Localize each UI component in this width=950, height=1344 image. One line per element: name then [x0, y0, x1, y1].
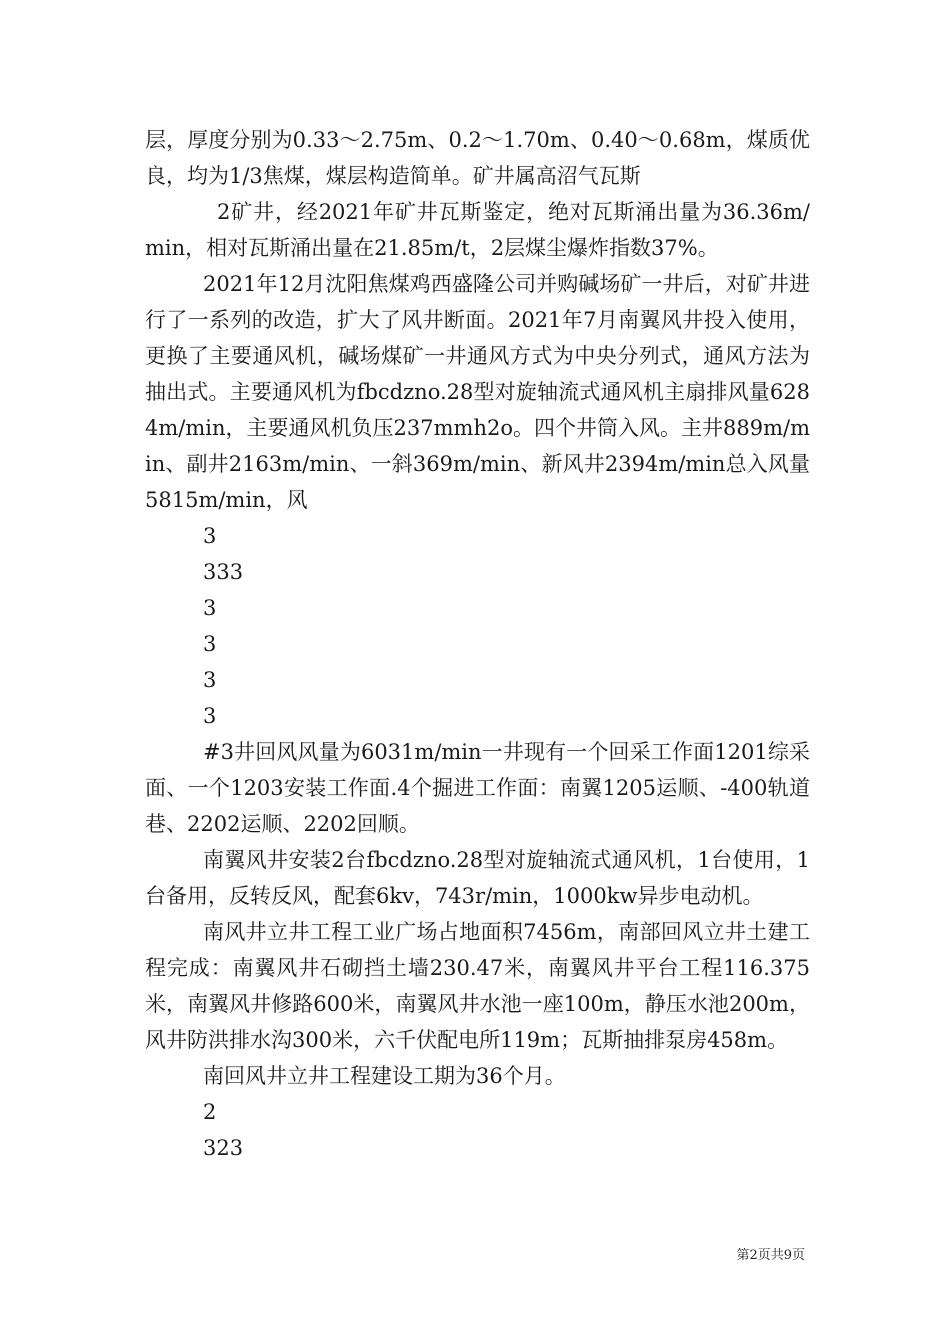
document-body [145, 122, 810, 1166]
paragraph-fan-installation: 南翼风井安装2台fbcdzno.28型对旋轴流式通风机，1台使用，1台备用，反转反风，配套6kv，743r/min，1000kw异步电动机。 [145, 848, 810, 908]
stray-number: 3 [203, 632, 217, 656]
paragraph-gas-emission: 2矿井，经2021年矿井瓦斯鉴定，绝对瓦斯涌出量为36.36m/min，相对瓦斯涌出量在21.85m/t，2层煤尘爆炸指数37%。 [145, 200, 810, 260]
stray-number: 323 [203, 1136, 244, 1160]
stray-number: 2 [203, 1100, 217, 1124]
stray-number: 333 [203, 560, 244, 584]
stray-number: 3 [203, 596, 217, 620]
page-number: 第2页共9页 [736, 1248, 805, 1263]
paragraph-civil-works: 南风井立井工程工业广场占地面积7456m，南部回风立井土建工程完成：南翼风井石砌挡土墙230.47米，南翼风井平台工程116.375米，南翼风井修路600米，南翼风井水池一座100m，静压水池200m，风井防洪排水沟300米，六千伏配电所119m；瓦斯抽排泵房458m。 [145, 920, 810, 1052]
paragraph-ventilation: 2021年12月沈阳焦煤鸡西盛隆公司并购碱场矿一井后，对矿井进行了一系列的改造，扩大了风井断面。2021年7月南翼风井投入使用，更换了主要通风机，碱场煤矿一井通风方式为中央分列式，通风方法为抽出式。主要通风机为fbcdzno.28型对旋轴流式通风机主扇排风量6284m/min，主要通风机负压237mmh2o。四个井筒入风。主井889m/min、副井2163m/min、一斜369m/min、新风井2394m/min总入风量5815m/min，风 [145, 272, 810, 512]
stray-number: 3 [203, 668, 217, 692]
stray-number: 3 [203, 524, 217, 548]
stray-number: 3 [203, 704, 217, 728]
paragraph-return-air: #3井回风风量为6031m/min一井现有一个回采工作面1201综采面、一个1203安装工作面.4个掘进工作面：南翼1205运顺、-400轨道巷、2202运顺、2202回顺。 [145, 740, 810, 836]
paragraph-coal-seams: 层，厚度分别为0.33～2.75m、0.2～1.70m、0.40～0.68m，煤质优良，均为1/3焦煤，煤层构造简单。矿井属高沼气瓦斯 [145, 128, 810, 188]
paragraph-construction-period: 南回风井立井工程建设工期为36个月。 [203, 1064, 566, 1088]
